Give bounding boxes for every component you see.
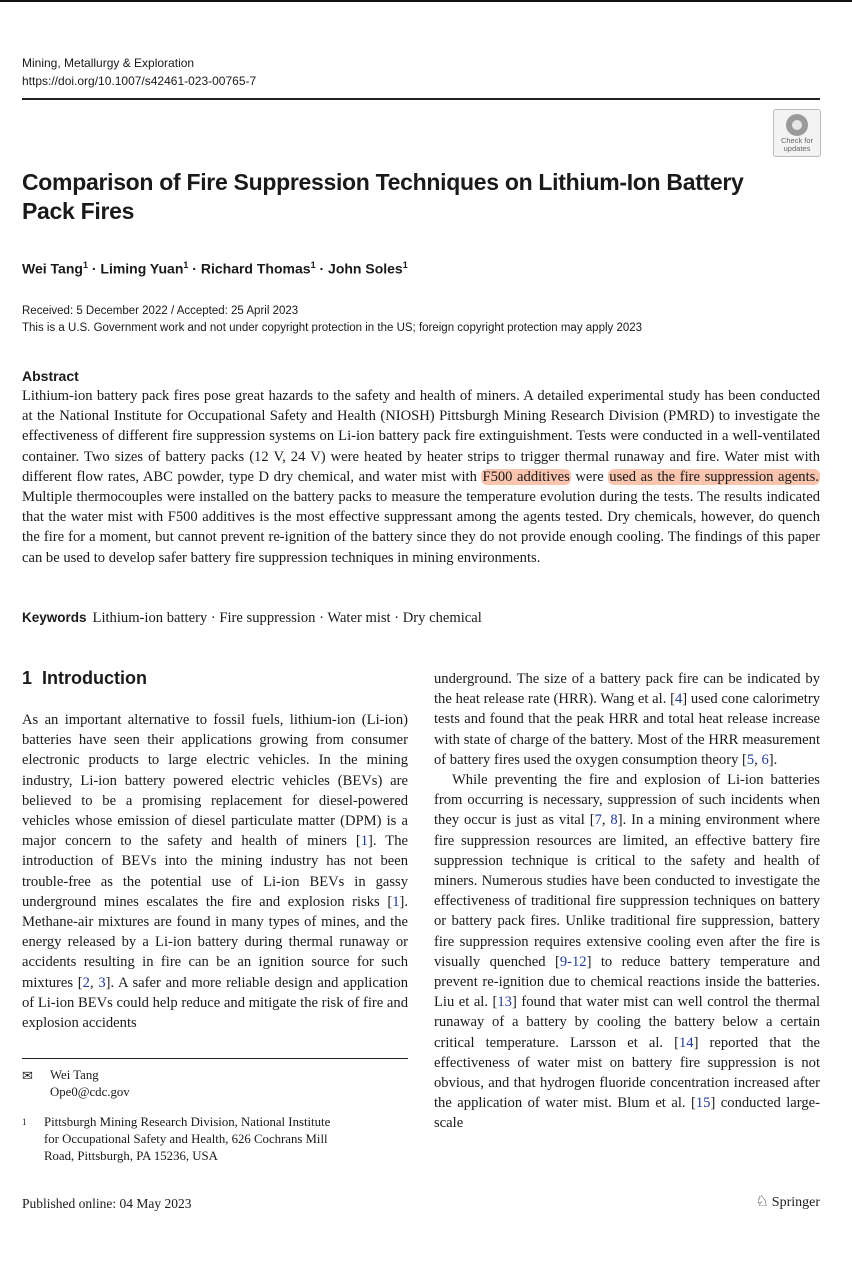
paragraph-text: ] used cone calorimetry tests and found that the peak HRR and total heat release increase with state of charge of the battery. Most of the HRR measurement of battery fires used the oxygen consumption theory [ bbox=[434, 691, 820, 768]
author-name[interactable]: Wei Tang bbox=[22, 260, 83, 277]
author-affiliation-marker: 1 bbox=[82, 260, 88, 270]
author-separator: · bbox=[188, 260, 201, 277]
keywords bbox=[22, 608, 482, 628]
author-name[interactable]: Richard Thomas bbox=[200, 260, 311, 277]
corr-name: Wei Tang bbox=[50, 1068, 99, 1082]
paragraph-text: , bbox=[89, 974, 99, 991]
corresponding-author bbox=[22, 1067, 130, 1101]
publisher-logo bbox=[755, 1192, 820, 1213]
paragraph-text: ]. The introduction of BEVs into the mining industry has not been trouble-free as the potential use of Li-ion BEVs in gassy underground mines escalates the fire and explosion risks [ bbox=[22, 833, 408, 910]
paragraph-text: ] found that water mist can well control the thermal runaway of a battery by cooling the battery below a certain critical temperature. Larsson et al. [ bbox=[434, 994, 820, 1051]
keywords-text: Lithium-ion battery · Fire suppression · Water mist · Dry chemical bbox=[92, 610, 482, 626]
title-line-1: Comparison of Fire Suppression Techniques on Lithium-Ion Battery bbox=[22, 169, 744, 195]
intro-paragraph-1 bbox=[22, 710, 408, 1033]
author-separator: · bbox=[315, 260, 329, 277]
envelope-icon: ✉ bbox=[22, 1068, 33, 1083]
header-rule bbox=[22, 98, 820, 100]
check-for-updates-badge[interactable] bbox=[773, 109, 821, 157]
citation-link[interactable]: 2 bbox=[82, 974, 90, 991]
affiliation bbox=[22, 1114, 384, 1165]
publisher-name: Springer bbox=[771, 1195, 820, 1210]
citation-link[interactable]: 13 bbox=[497, 994, 512, 1011]
author-affiliation-marker: 1 bbox=[402, 260, 408, 270]
citation-link[interactable]: 4 bbox=[674, 691, 683, 708]
citation-link[interactable]: 1 bbox=[360, 833, 369, 850]
citation-link[interactable]: 14 bbox=[678, 1034, 694, 1051]
affiliation-number: 1 bbox=[22, 1117, 27, 1127]
author-affiliation-marker: 1 bbox=[183, 260, 189, 270]
author-list bbox=[22, 255, 408, 279]
citation-link[interactable]: 3 bbox=[98, 974, 106, 991]
citation-link[interactable]: 5 bbox=[746, 751, 755, 768]
article-dates bbox=[22, 303, 642, 337]
paragraph-text: ]. A safer and more reliable design and application of Li-ion BEVs could help reduce and mitigate the risk of fire and explosion accidents bbox=[22, 974, 408, 1032]
citation-link[interactable]: 8 bbox=[610, 812, 618, 829]
paragraph-text: ]. Methane-air mixtures are found in many types of mines, and the energy released by a Li-ion battery during thermal runaway or accidents resulting in fire can be an ignition source for such mixtures [ bbox=[22, 893, 408, 991]
aff-line-1: Pittsburgh Mining Research Division, National Institute bbox=[44, 1115, 331, 1129]
abstract-text bbox=[22, 386, 820, 568]
section-number: 1 bbox=[22, 668, 33, 688]
abstract-text-part2: were bbox=[570, 468, 609, 485]
citation-link[interactable]: 7 bbox=[594, 812, 602, 829]
copyright-notice: This is a U.S. Government work and not under copyright protection in the US; foreign copyright protection may apply 2023 bbox=[22, 322, 643, 334]
check-updates-icon bbox=[786, 114, 808, 136]
paragraph-text: As an important alternative to fossil fuels, lithium-ion (Li-ion) batteries have seen their applications growing from consumer electronic products to large electric vehicles. In the mining industry, Li-ion battery powered electric vehicles (BEVs) are believed to be a promising replacement for diesel-powered vehicles whose emission of diesel particulate matter (DPM) is a major concern to the safety and health of miners [ bbox=[22, 712, 408, 850]
citation-link[interactable]: 9-12 bbox=[559, 953, 587, 970]
aff-line-2: for Occupational Safety and Health, 626 Cochrans Mill bbox=[44, 1132, 328, 1146]
badge-label-2: updates bbox=[783, 144, 811, 153]
keywords-label: Keywords bbox=[22, 610, 87, 625]
paragraph-text: While preventing the fire and explosion of Li-ion batteries from occurring is necessary, suppression of such incidents when they occur is just as vital [ bbox=[434, 772, 820, 829]
top-border bbox=[0, 0, 852, 2]
author-name[interactable]: John Soles bbox=[328, 260, 403, 277]
doi-link[interactable]: https://doi.org/10.1007/s42461-023-00765-7 bbox=[22, 74, 257, 88]
badge-label-1: Check for bbox=[780, 136, 814, 145]
paragraph-text: ] to reduce battery temperature and prevent re-ignition due to chemical reactions inside the batteries. Liu et al. [ bbox=[434, 953, 820, 1011]
paragraph-text: , bbox=[601, 812, 611, 829]
author-affiliation-marker: 1 bbox=[310, 260, 316, 270]
paragraph-text: ] conducted large-scale bbox=[434, 1095, 821, 1132]
paragraph-text: underground. The size of a battery pack fire can be indicated by the heat release rate (HRR). Wang et al. [ bbox=[434, 671, 820, 708]
aff-line-3: Road, Pittsburgh, PA 15236, USA bbox=[44, 1149, 218, 1163]
paragraph-text: ] reported that the effectiveness of water mist on battery fire suppression is not obvious, and that hydrogen fluoride concentration increased after the application of water mist. Blum et al. [ bbox=[434, 1034, 820, 1112]
journal-name: Mining, Metallurgy & Exploration bbox=[22, 56, 195, 70]
paragraph-text: ]. bbox=[768, 751, 778, 768]
paper-title bbox=[22, 168, 782, 226]
journal-header bbox=[22, 54, 256, 90]
received-accepted: Received: 5 December 2022 / Accepted: 25 April 2023 bbox=[22, 305, 299, 317]
section-title: Introduction bbox=[42, 668, 147, 688]
abstract-heading: Abstract bbox=[22, 368, 79, 384]
intro-left-column bbox=[22, 710, 408, 1033]
abstract-text-part3: Multiple thermocouples were installed on the battery packs to measure the temperature evolution during the tests. The results indicated that the water mist with F500 additives is the most effective suppressant among the agents tested. Dry chemicals, however, do quench the fire for a moment, but cannot prevent re-ignition of the battery since they do not provide enough cooling. The findings of this paper can be used to develop safer battery fire suppression techniques in mining environments. bbox=[22, 489, 820, 566]
corr-email[interactable]: Ope0@cdc.gov bbox=[50, 1085, 130, 1099]
paragraph-text: ]. In a mining environment where fire suppression resources are limited, an effective battery fire suppression technique is critical to the safety and health of miners. Numerous studies have been conducted to investigate the effectiveness of traditional fire suppression techniques on battery or battery pack fires. Unlike traditional fire suppression, battery fire suppression requires extensive cooling even after the fire is visually quenched [ bbox=[434, 812, 820, 970]
intro-paragraph-2 bbox=[434, 770, 820, 1134]
springer-horse-icon: ♘ bbox=[755, 1194, 769, 1210]
footnote-rule bbox=[22, 1058, 408, 1059]
paragraph-text: , bbox=[754, 751, 762, 768]
abstract-text-part1: Lithium-ion battery pack fires pose great hazards to the safety and health of miners. A detailed experimental study has been conducted at the National Institute for Occupational Safety and Health (NIOSH) Pittsburgh Mining Research Division (PMRD) to investigate the effectiveness of different fire suppression systems on Li-ion battery pack fire extinguishment. Tests were conducted in a well-ventilated container. Two sizes of battery packs (12 V, 24 V) were heated by heater strips to trigger thermal runaway and fire. Water mist with different flow rates, ABC powder, type D dry chemical, and water mist with bbox=[22, 388, 820, 485]
highlight-f500-additives[interactable]: F500 additives bbox=[482, 468, 570, 485]
intro-right-column bbox=[434, 669, 820, 1134]
citation-link[interactable]: 1 bbox=[392, 893, 400, 910]
author-separator: · bbox=[87, 260, 101, 277]
highlight-suppression-agents[interactable]: used as the fire suppression agents. bbox=[609, 468, 819, 485]
section-heading-introduction bbox=[22, 667, 147, 689]
title-line-2: Pack Fires bbox=[22, 198, 135, 224]
published-online: Published online: 04 May 2023 bbox=[22, 1196, 192, 1211]
citation-link[interactable]: 6 bbox=[761, 751, 769, 768]
citation-link[interactable]: 15 bbox=[695, 1095, 711, 1112]
intro-paragraph-continued bbox=[434, 669, 820, 770]
author-name[interactable]: Liming Yuan bbox=[100, 260, 184, 277]
